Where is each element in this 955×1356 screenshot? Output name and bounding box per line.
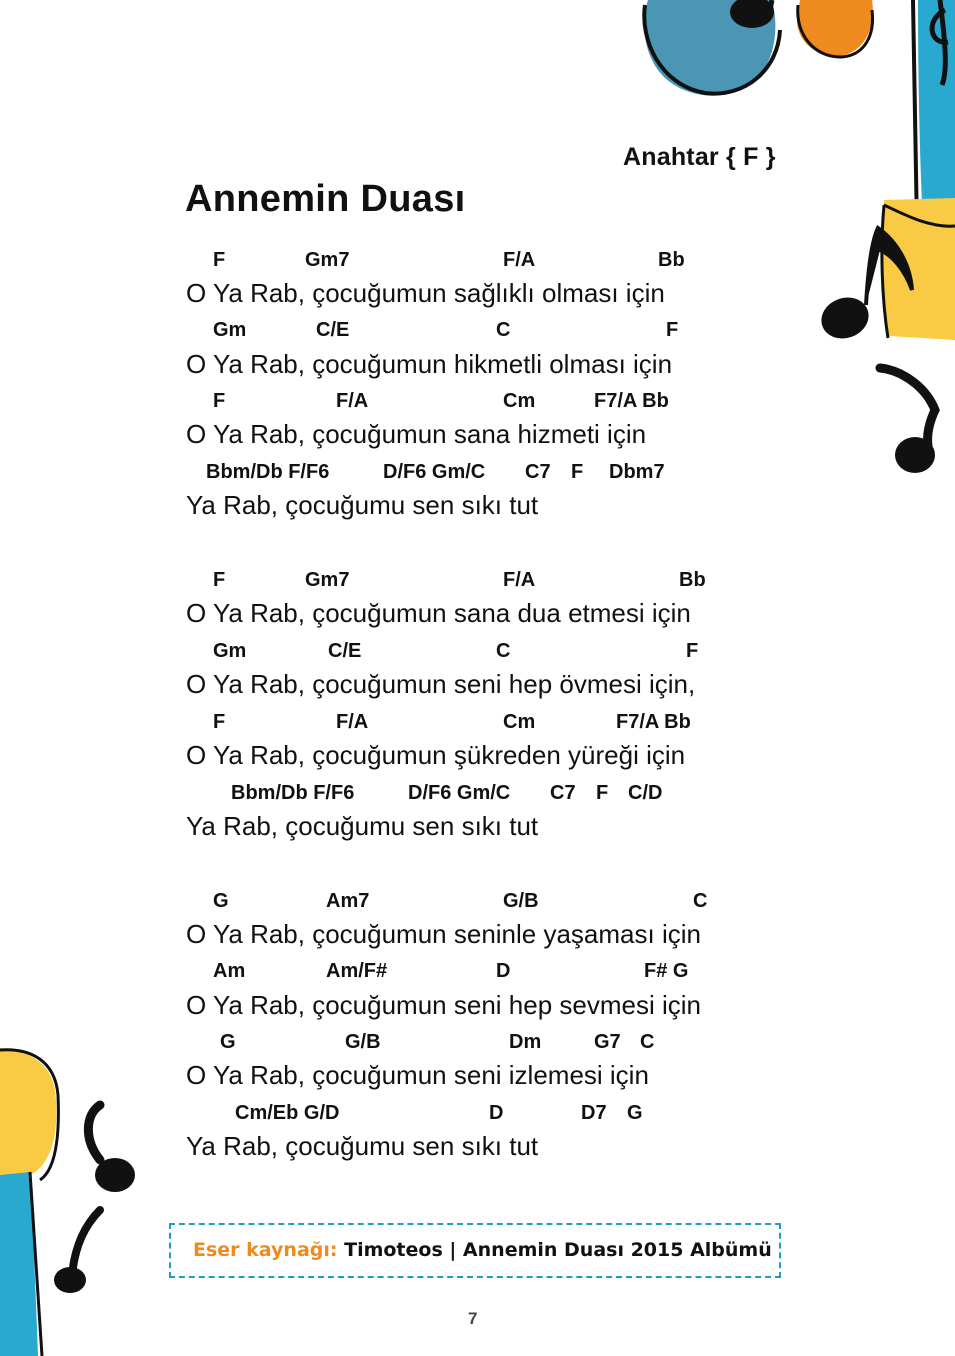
chord: F [571, 461, 584, 483]
lyric-line: O Ya Rab, çocuğumun sağlıklı olması için [186, 278, 665, 308]
chord: G7 [594, 1031, 621, 1053]
chord: D [489, 1102, 504, 1124]
chord: Am/F# [326, 960, 388, 982]
chord: G [627, 1102, 643, 1124]
lyric-line: O Ya Rab, çocuğumun seni hep övmesi için, [186, 669, 696, 699]
chord: Bb [658, 249, 685, 271]
source-line [193, 1239, 772, 1261]
chord: C [496, 640, 511, 662]
lyric-line: Ya Rab, çocuğumu sen sıkı tut [186, 1131, 539, 1161]
music-note-icon [880, 368, 935, 473]
chord: F [666, 319, 679, 341]
chord: Cm [503, 390, 536, 412]
chord: G/B [503, 890, 539, 912]
lyric-line: Ya Rab, çocuğumu sen sıkı tut [186, 490, 539, 520]
source-box [169, 1223, 781, 1278]
lyric-line: O Ya Rab, çocuğumun seninle yaşaması için [186, 919, 701, 949]
chord: Am7 [326, 890, 370, 912]
chord: F7/A Bb [594, 390, 669, 412]
chord: Cm [503, 711, 536, 733]
chord: F [213, 569, 226, 591]
lyric-line: O Ya Rab, çocuğumun seni hep sevmesi için [186, 990, 701, 1020]
chord: D7 [581, 1102, 607, 1124]
chord: Bbm/Db F/F6 [206, 461, 330, 483]
chord: Gm7 [305, 249, 350, 271]
lyric-line: O Ya Rab, çocuğumun sana hizmeti için [186, 419, 647, 449]
chord: F [213, 711, 226, 733]
chord: C7 [525, 461, 551, 483]
chord: F/A [503, 249, 536, 271]
chord: Cm/Eb G/D [235, 1102, 340, 1124]
key-label: Anahtar { F } [623, 143, 776, 171]
chord: G [213, 890, 229, 912]
chord: D/F6 Gm/C [408, 782, 511, 804]
chord: Dm [509, 1031, 542, 1053]
chord: G/B [345, 1031, 381, 1053]
lyric-line: O Ya Rab, çocuğumun seni izlemesi için [186, 1060, 649, 1090]
chord: F [686, 640, 699, 662]
chord: F# G [644, 960, 689, 982]
chord: C7 [550, 782, 576, 804]
chord: C/E [316, 319, 350, 341]
chord: C [496, 319, 511, 341]
lyric-line: O Ya Rab, çocuğumun hikmetli olması için [186, 349, 673, 379]
chord: Am [213, 960, 246, 982]
chord: F/A [336, 711, 369, 733]
chord: F/A [336, 390, 369, 412]
music-note-icon [54, 1210, 100, 1293]
chord: Gm [213, 319, 247, 341]
chord: F [213, 390, 226, 412]
chord: C [640, 1031, 655, 1053]
song-title: Annemin Duası [185, 178, 466, 220]
chord: Dbm7 [609, 461, 665, 483]
chord: Bb [679, 569, 706, 591]
chord: Bbm/Db F/F6 [231, 782, 355, 804]
chord: Gm7 [305, 569, 350, 591]
chord: C/E [328, 640, 362, 662]
circle-shape [797, 0, 873, 57]
chord: D/F6 Gm/C [383, 461, 486, 483]
source-label: Eser kaynağı: [193, 1239, 338, 1261]
chord: Gm [213, 640, 247, 662]
chord: F [213, 249, 226, 271]
chord: G [220, 1031, 236, 1053]
chord: C [693, 890, 708, 912]
lyric-line: O Ya Rab, çocuğumun sana dua etmesi için [186, 598, 691, 628]
lyric-line: Ya Rab, çocuğumu sen sıkı tut [186, 811, 539, 841]
lyric-line: O Ya Rab, çocuğumun şükreden yüreği için [186, 740, 686, 770]
chord: F [596, 782, 609, 804]
page-number: 7 [468, 1309, 478, 1328]
chord: D [496, 960, 511, 982]
chord: C/D [628, 782, 663, 804]
chord: F7/A Bb [616, 711, 691, 733]
source-text: Timoteos | Annemin Duası 2015 Albümü [344, 1239, 772, 1261]
chord: F/A [503, 569, 536, 591]
music-note-icon [88, 1105, 135, 1192]
